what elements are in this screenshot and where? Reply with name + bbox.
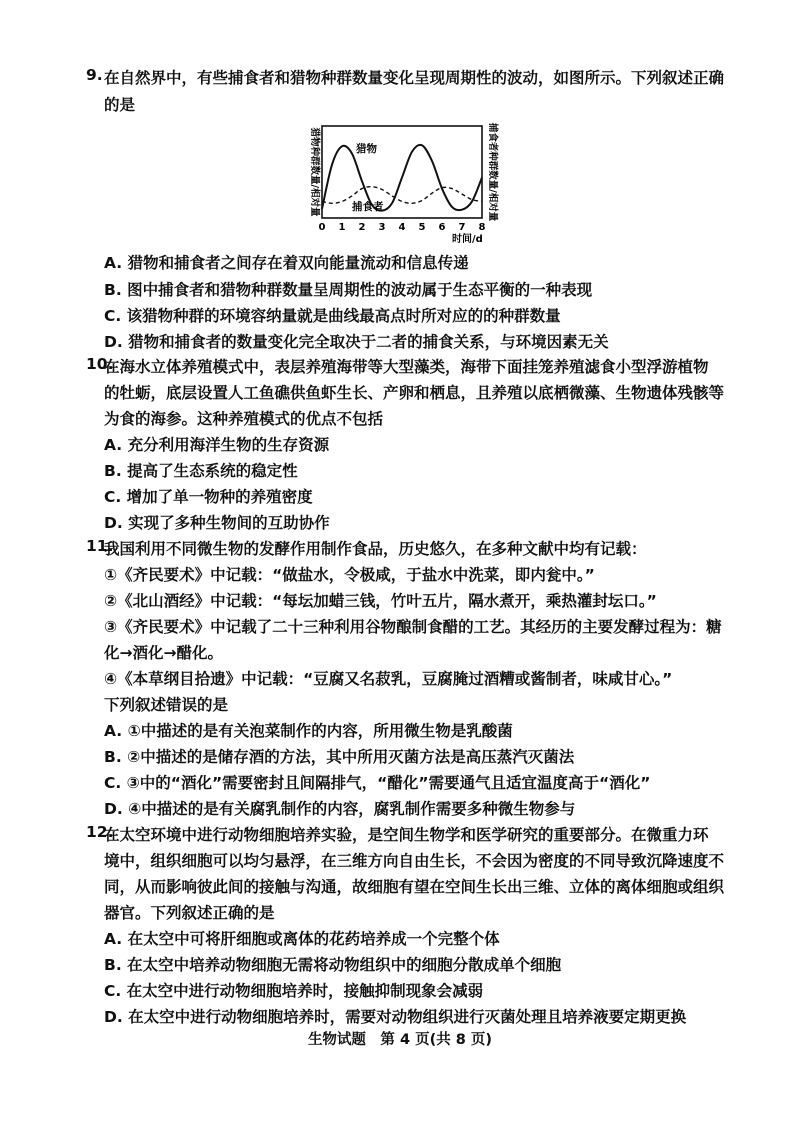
series-label-prey: 猎物 xyxy=(356,143,377,155)
question-stem-line: 的是 xyxy=(104,96,136,114)
question-stem-line: 在自然界中，有些捕食者和猎物种群数量变化呈现周期性的波动，如图所示。下列叙述正确 xyxy=(104,69,725,87)
question-stem-line: 在海水立体养殖模式中，表层养殖海带等大型藻类，海带下面挂笼养殖滤食小型浮游植物 xyxy=(104,358,709,376)
option-c[interactable]: C. 该猎物种群的环境容纳量就是曲线最高点时所对应的的种群数量 xyxy=(104,307,561,325)
option-c[interactable]: C. 增加了单一物种的养殖密度 xyxy=(104,488,313,506)
option-b[interactable]: B. 提高了生态系统的稳定性 xyxy=(104,462,298,480)
quote-line: ③《齐民要术》中记载了二十三种利用谷物酿制食醋的工艺。其经历的主要发酵过程为：糖 xyxy=(104,618,722,636)
page-footer: 生物试题 第 4 页(共 8 页) xyxy=(307,1032,493,1048)
quote-line: 化→酒化→醋化。 xyxy=(104,644,223,662)
question-stem-line: 为食的海参。这种养殖模式的优点不包括 xyxy=(104,410,384,428)
question-stem-line: 器官。下列叙述正确的是 xyxy=(104,904,275,922)
option-c[interactable]: C. ③中的“酒化”需要密封且间隔排气，“醋化”需要通气且适宜温度高于“酒化” xyxy=(104,774,651,792)
option-d[interactable]: D. ④中描述的是有关腐乳制作的内容，腐乳制作需要多种微生物参与 xyxy=(104,800,576,818)
option-a[interactable]: A. ①中描述的是有关泡菜制作的内容，所用微生物是乳酸菌 xyxy=(104,722,513,740)
predator-curve xyxy=(322,187,482,204)
question-stem-line: 我国利用不同微生物的发酵作用制作食品，历史悠久，在多种文献中均有记载： xyxy=(104,540,647,558)
option-c[interactable]: C. 在太空中进行动物细胞培养时，接触抑制现象会减弱 xyxy=(104,982,484,1000)
right-axis-label: 捕食者种群数量/相对量 xyxy=(487,122,498,222)
option-a[interactable]: A. 充分利用海洋生物的生存资源 xyxy=(104,436,330,454)
x-tick-label: 8 xyxy=(478,222,486,233)
question-number: 10. xyxy=(86,355,114,373)
x-tick-label: 3 xyxy=(378,222,386,233)
option-b[interactable]: B. 图中捕食者和猎物种群数量呈周期性的波动属于生态平衡的一种表现 xyxy=(104,281,593,299)
left-axis-label: 猎物种群数量/相对量 xyxy=(309,127,320,217)
quote-line: ①《齐民要术》中记载：“做盐水，令极咸，于盐水中洗菜，即内瓮中。” xyxy=(104,566,595,584)
question-number: 11. xyxy=(86,537,114,555)
question-number: 9. xyxy=(86,66,103,84)
prey-curve xyxy=(322,145,482,211)
question-stem-line: 的牡蛎，底层设置人工鱼礁供鱼虾生长、产卵和栖息，且养殖以底栖微藻、生物遗体残骸等 xyxy=(104,384,725,402)
x-tick-label: 1 xyxy=(338,222,346,233)
option-d[interactable]: D. 在太空中进行动物细胞培养时，需要对动物组织进行灭菌处理且培养液要定期更换 xyxy=(104,1008,687,1026)
question-stem-line: 同，从而影响彼此间的接触与沟通，故细胞有望在空间生长出三维、立体的离体细胞或组织 xyxy=(104,878,725,896)
question-stem-line: 境中，组织细胞可以均匀悬浮，在三维方向自由生长，不会因为密度的不同导致沉降速度不 xyxy=(104,852,725,870)
option-d[interactable]: D. 实现了多种生物间的互助协作 xyxy=(104,514,330,532)
quote-line: ②《北山酒经》中记载：“每坛加蜡三钱，竹叶五片，隔水煮开，乘热灌封坛口。” xyxy=(104,592,657,610)
x-axis-label: 时间/d xyxy=(452,234,483,245)
option-b[interactable]: B. 在太空中培养动物细胞无需将动物组织中的细胞分散成单个细胞 xyxy=(104,956,562,974)
x-tick-label: 2 xyxy=(358,222,366,233)
quote-line: ④《本草纲目拾遗》中记载：“豆腐又名菽乳，豆腐腌过酒糟或酱制者，味咸甘心。” xyxy=(104,670,673,688)
question-stem-line: 在太空环境中进行动物细胞培养实验，是空间生物学和医学研究的重要部分。在微重力环 xyxy=(104,826,709,844)
option-d[interactable]: D. 猎物和捕食者的数量变化完全取决于二者的捕食关系，与环境因素无关 xyxy=(104,333,609,351)
option-a[interactable]: A. 在太空中可将肝细胞或离体的花药培养成一个完整个体 xyxy=(104,930,500,948)
plot-frame xyxy=(322,126,482,218)
predator-prey-figure xyxy=(302,118,502,248)
question-stem-line: 下列叙述错误的是 xyxy=(104,696,229,714)
x-tick-label: 7 xyxy=(458,222,466,233)
option-b[interactable]: B. ②中描述的是储存酒的方法，其中所用灭菌方法是高压蒸汽灭菌法 xyxy=(104,748,575,766)
x-tick-label: 6 xyxy=(438,222,446,233)
option-a[interactable]: A. 猎物和捕食者之间存在着双向能量流动和信息传递 xyxy=(104,254,469,272)
x-tick-label: 5 xyxy=(418,222,426,233)
series-label-predator: 捕食者 xyxy=(352,201,384,213)
x-tick-label: 0 xyxy=(318,222,326,233)
x-tick-label: 4 xyxy=(398,222,406,233)
question-number: 12. xyxy=(86,823,114,841)
